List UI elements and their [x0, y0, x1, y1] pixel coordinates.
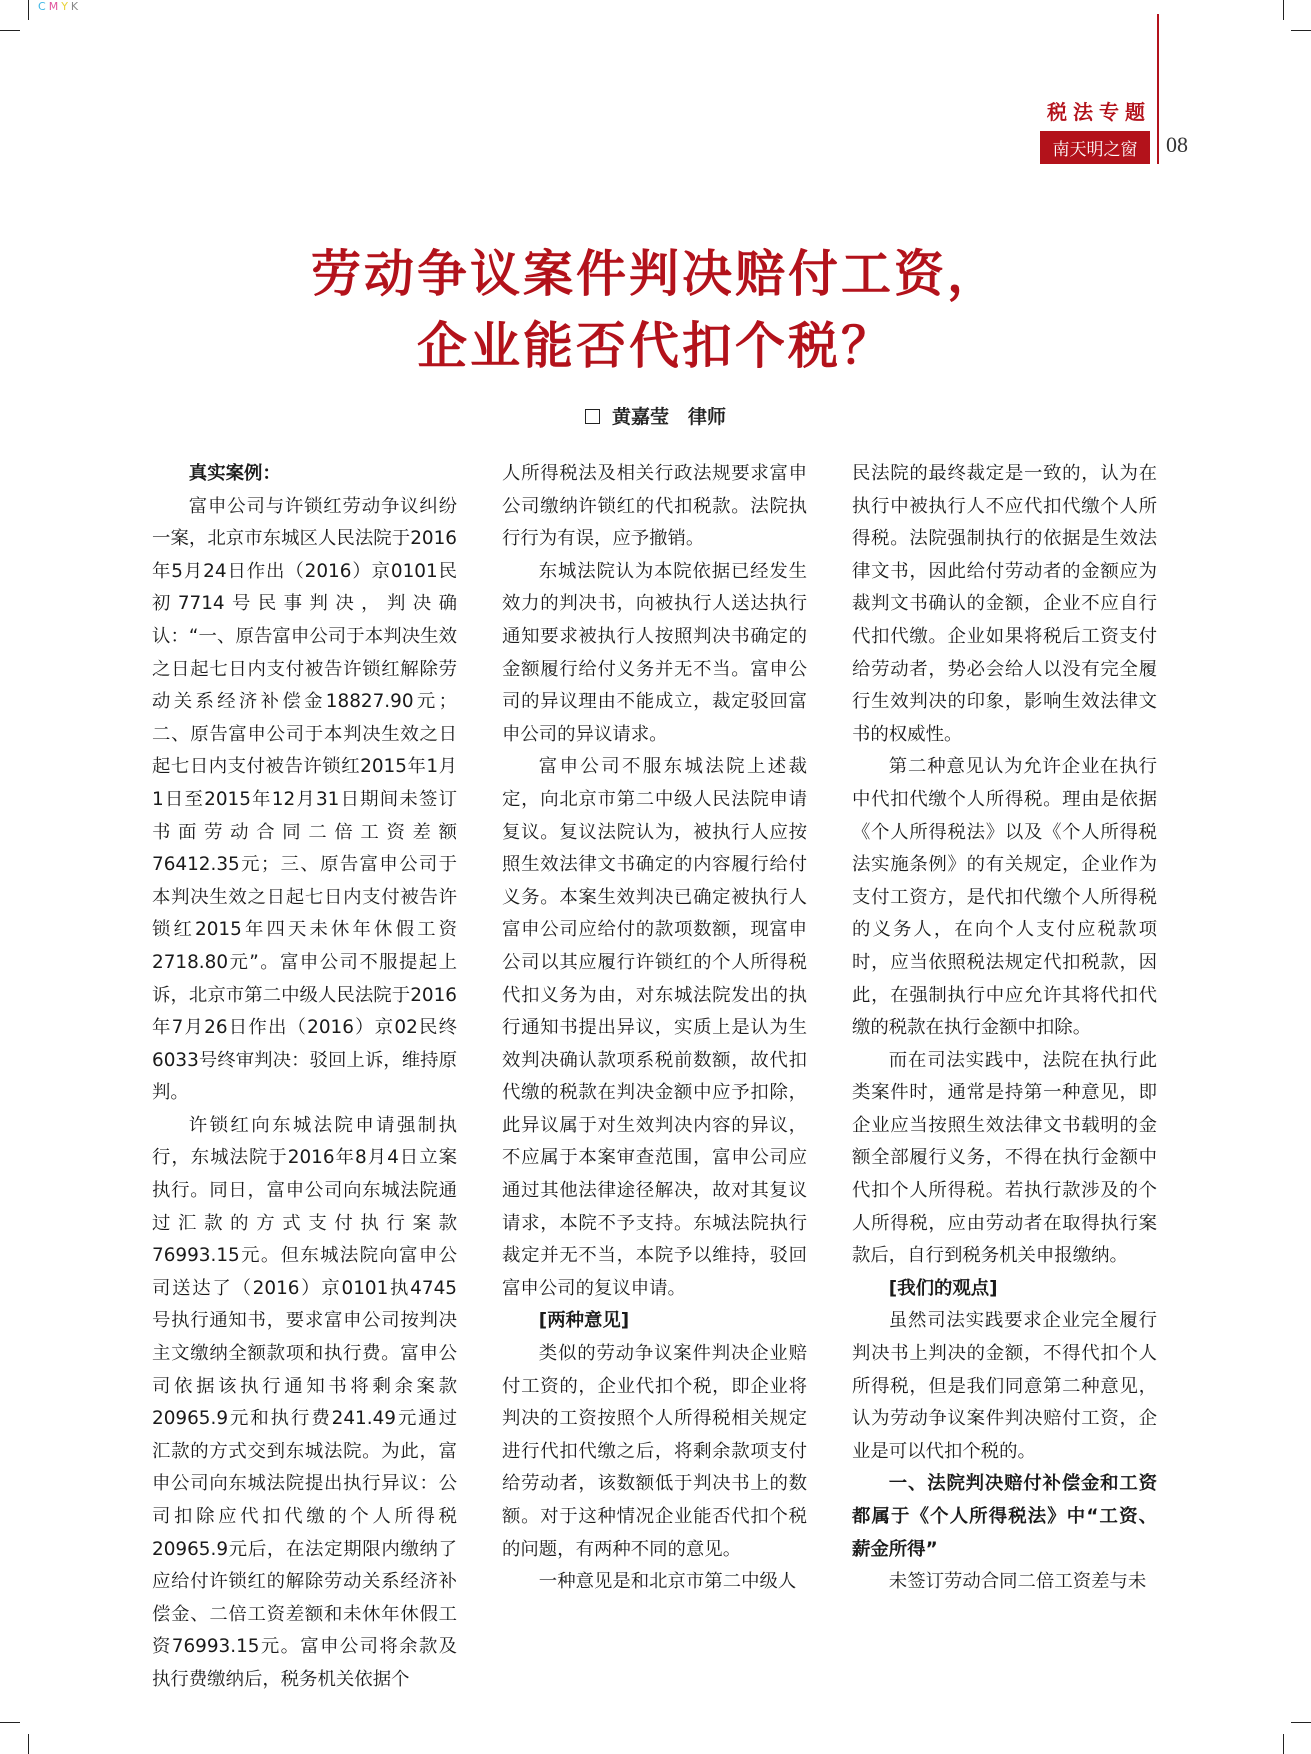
crop-mark-br-h — [1291, 1722, 1311, 1723]
paragraph: 东城法院认为本院依据已经发生效力的判决书，向被执行人送达执行通知要求被执行人按照判决书确定的金额履行给付义务并无不当。富申公司的异议理由不能成立，裁定驳回富申公司的异议请求。 — [502, 560, 807, 745]
crop-mark-bl-v — [28, 1734, 29, 1754]
cmyk-c: C — [38, 0, 49, 13]
paragraph: 未签订劳动合同二倍工资差与未 — [888, 1571, 1147, 1593]
header-red-rule — [1157, 14, 1159, 164]
article-title — [0, 238, 1311, 382]
author-name: 黄嘉莹 律师 — [611, 406, 726, 428]
article-body — [152, 458, 1157, 1690]
title-line-2: 企业能否代扣个税？ — [417, 317, 894, 375]
column-badge: 南天明之窗 — [1040, 131, 1150, 164]
cmyk-color-bar — [38, 0, 81, 13]
column-2 — [502, 458, 807, 1697]
square-icon — [585, 409, 600, 424]
paragraph: 类似的劳动争议案件判决企业赔付工资的，企业代扣个税，即企业将判决的工资按照个人所得税相关规定进行代扣代缴之后，将剩余款项支付给劳动者，该数额低于判决书上的数额。对于这种情况企业能否代扣个税的问题，有两种不同的意见。 — [502, 1343, 807, 1560]
paragraph: 一种意见是和北京市第二中级人 — [538, 1571, 797, 1593]
paragraph: 第二种意见认为允许企业在执行中代扣代缴个人所得税。理由是依据《个人所得税法》以及《个人所得税法实施条例》的有关规定，企业作为支付工资方，是代扣代缴个人所得税的义务人，在向个人支付应税款项时，应当依照税法规定代扣税款，因此，在强制执行中应允许其将代扣代缴的税款在执行金额中扣除。 — [852, 756, 1157, 1039]
paragraph: 虽然司法实践要求企业完全履行判决书上判决的金额，不得代扣个人所得税，但是我们同意第二种意见，认为劳动争议案件判决赔付工资，企业是可以代扣个税的。 — [852, 1310, 1157, 1462]
cmyk-y: Y — [61, 0, 71, 13]
paragraph: 民法院的最终裁定是一致的，认为在执行中被执行人不应代扣代缴个人所得税。法院强制执行的依据是生效法律文书，因此给付劳动者的金额应为裁判文书确认的金额，企业不应自行代扣代缴。企业如果将税后工资支付给劳动者，势必会给人以没有完全履行生效判决的印象，影响生效法律文书的权威性。 — [852, 463, 1157, 745]
section-heading: [两种意见] — [538, 1310, 630, 1332]
crop-mark-br-v — [1283, 1734, 1284, 1754]
column-1 — [152, 458, 457, 1697]
paragraph: 富申公司与许锁红劳动争议纠纷一案，北京市东城区人民法院于2016年5月24日作出（2016）京0101民初7714号民事判决，判决确认：“一、原告富申公司于本判决生效之日起七日内支付被告许锁红解除劳动关系经济补偿金18827.90元；二、原告富申公司于本判决生效之日起七日内支付被告许锁红2015年1月1日至2015年12月31日期间未签订书面劳动合同二倍工资差额76412.35元；三、原告富申公司于本判决生效之日起七日内支付被告许锁红2015年四天未休年休假工资2718.80元”。富申公司不服提起上诉，北京市第二中级人民法院于2016年7月26日作出（2016）京02民终6033号终审判决：驳回上诉，维持原判。 — [152, 495, 457, 1104]
page-number: 08 — [1166, 132, 1188, 157]
section-heading: 一、法院判决赔付补偿金和工资都属于《个人所得税法》中“工资、薪金所得” — [852, 1473, 1157, 1560]
cmyk-k: K — [70, 0, 82, 13]
paragraph: 富申公司不服东城法院上述裁定，向北京市第二中级人民法院申请复议。复议法院认为，被执行人应按照生效法律文书确定的内容履行给付义务。本案生效判决已确定被执行人富申公司应给付的款项数额，现富申公司以其应履行许锁红的个人所得税代扣义务为由，对东城法院发出的执行通知书提出异议，实质上是认为生效判决确认款项系税前数额，故代扣代缴的税款在判决金额中应予扣除，此异议属于对生效判决内容的异议，不应属于本案审查范围，富申公司应通过其他法律途径解决，故对其复议请求，本院不予支持。东城法院执行裁定并无不当，本院予以维持，驳回富申公司的复议申请。 — [502, 756, 807, 1299]
crop-mark-tr-v — [1283, 0, 1284, 20]
section-title: 税法专题 — [1047, 100, 1151, 124]
section-heading: 真实案例： — [188, 463, 281, 484]
crop-mark-bl-h — [0, 1722, 20, 1723]
crop-mark-tl-v — [28, 0, 29, 20]
paragraph: 人所得税法及相关行政法规要求富申公司缴纳许锁红的代扣税款。法院执行行为有误，应予撤销。 — [502, 463, 807, 550]
section-heading: [我们的观点] — [888, 1277, 998, 1299]
author-byline — [0, 402, 1311, 429]
crop-mark-tl-h — [0, 30, 20, 31]
paragraph: 而在司法实践中，法院在执行此类案件时，通常是持第一种意见，即企业应当按照生效法律文书载明的金额全部履行义务，不得在执行金额中代扣个人所得税。若执行款涉及的个人所得税，应由劳动者在取得执行案款后，自行到税务机关申报缴纳。 — [852, 1049, 1157, 1267]
title-line-1: 劳动争议案件判决赔付工资， — [311, 245, 1000, 303]
cmyk-m: M — [48, 0, 62, 13]
column-3 — [852, 458, 1157, 1697]
paragraph: 许锁红向东城法院申请强制执行，东城法院于2016年8月4日立案执行。同日，富申公司向东城法院通过汇款的方式支付执行案款76993.15元。但东城法院向富申公司送达了（2016）京0101执4745号执行通知书，要求富申公司按判决主文缴纳全额款项和执行费。富申公司依据该执行通知书将剩余案款20965.9元和执行费241.49元通过汇款的方式交到东城法院。为此，富申公司向东城法院提出执行异议：公司扣除应代扣代缴的个人所得税20965.9元后，在法定期限内缴纳了应给付许锁红的解除劳动关系经济补偿金、二倍工资差额和未休年休假工资76993.15元。富申公司将余款及执行费缴纳后，税务机关依据个 — [152, 1114, 457, 1690]
crop-mark-tr-h — [1291, 30, 1311, 31]
